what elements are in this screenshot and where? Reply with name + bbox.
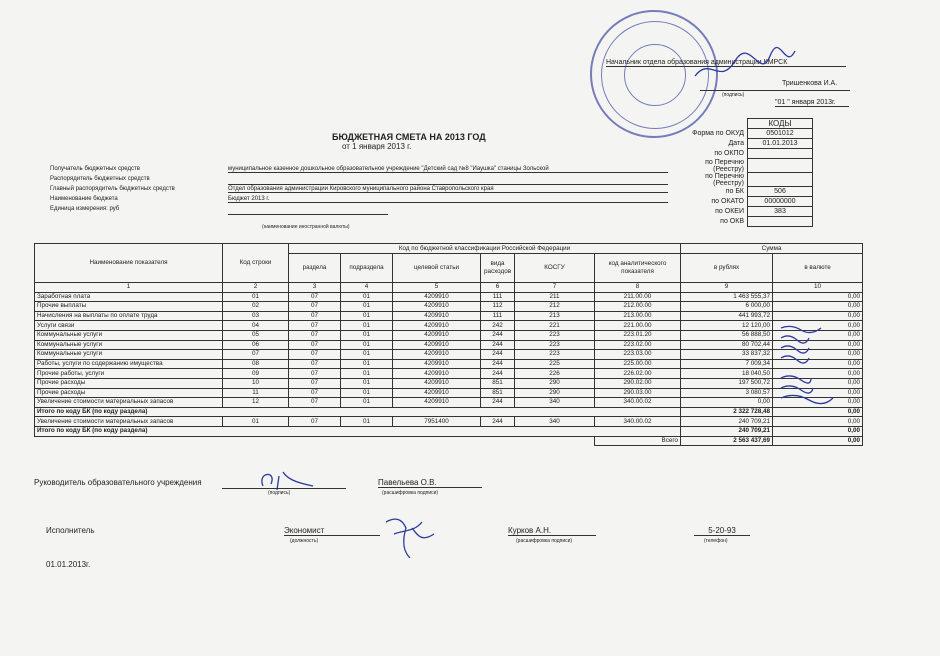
cell: 0,00 (773, 369, 863, 379)
cell: 01 (341, 388, 393, 398)
currency-line (228, 214, 388, 215)
codes-label: по Перечню (Реестру) (705, 172, 744, 187)
subtotal-row (35, 426, 863, 436)
cell: 225 (515, 359, 595, 369)
cell: 111 (481, 311, 515, 321)
currency-caption: (наименование иностранной валюты) (262, 224, 350, 230)
subtotal-cur: 0,00 (773, 426, 863, 436)
cell: 05 (223, 330, 289, 340)
cell: 223.02.00 (595, 340, 681, 350)
cell: 07 (289, 359, 341, 369)
cell: 11 (223, 388, 289, 398)
head-label: Руководитель образовательного учреждения (34, 478, 202, 487)
cell: 340 (515, 398, 595, 408)
handwritten-notes (775, 322, 845, 412)
col-header-group: Код по бюджетной классификации Российской Федерации (289, 244, 681, 254)
table-row (35, 311, 863, 321)
cell: 340 (515, 417, 595, 427)
cell: 33 837,32 (681, 350, 773, 360)
cell: 290.02.00 (595, 378, 681, 388)
cell: 4209910 (393, 321, 481, 331)
cell: 07 (289, 340, 341, 350)
cell: 80 702,44 (681, 340, 773, 350)
total-label: Всего (595, 436, 681, 446)
codes-label: по ОКАТО (711, 198, 744, 205)
exec-label: Исполнитель (46, 526, 95, 535)
cell: 0,00 (773, 350, 863, 360)
approval-signature (690, 46, 800, 96)
cell: 0,00 (773, 311, 863, 321)
cell: 56 888,50 (681, 330, 773, 340)
cell: 10 (223, 378, 289, 388)
table-row (35, 302, 863, 312)
approval-position: Начальник отдела образования администрации КМРСК (606, 59, 846, 67)
col-header-name: Наименование показателя (35, 244, 223, 283)
cell: 07 (289, 369, 341, 379)
cell: 4209910 (393, 388, 481, 398)
page-title: БЮДЖЕТНАЯ СМЕТА НА 2013 ГОД (332, 132, 486, 142)
cell: 07 (223, 350, 289, 360)
cell: 4209910 (393, 292, 481, 302)
cell: 244 (481, 350, 515, 360)
cell: 0,00 (681, 398, 773, 408)
codes-label: по ОКВ (720, 218, 744, 225)
head-name: Павельева О.В. (378, 478, 482, 488)
name-caption: (расшифровка подписи) (516, 538, 573, 544)
approval-date: "01 " января 2013г. (775, 99, 849, 107)
head-sign-caption: (подпись) (268, 490, 291, 496)
cell: 212.00.00 (595, 302, 681, 312)
codes-label: Форма по ОКУД (692, 130, 744, 137)
cell: 4209910 (393, 302, 481, 312)
table-row (35, 321, 863, 331)
cell: Начисления на выплаты по оплате труда (35, 311, 223, 321)
cell: 01 (341, 417, 393, 427)
cell: 223 (515, 350, 595, 360)
codes-value (748, 149, 813, 159)
cell: 4209910 (393, 378, 481, 388)
col-header-kosgu: КОСГУ (515, 254, 595, 283)
col-header-subsection: подраздела (341, 254, 393, 283)
codes-label: по Перечню (Реестру) (705, 158, 744, 173)
codes-value (748, 173, 813, 187)
cell: Прочие работы, услуги (35, 369, 223, 379)
cell: 01 (223, 417, 289, 427)
col-num: 8 (595, 283, 681, 293)
cell: 112 (481, 302, 515, 312)
info-value: Бюджет 2013 г. (228, 196, 668, 203)
col-header-analytic: код аналитического показателя (595, 254, 681, 283)
cell: 07 (289, 417, 341, 427)
cell: 226 (515, 369, 595, 379)
pos-caption: (должность) (290, 538, 319, 544)
subtotal-rub: 2 322 728,48 (681, 407, 773, 417)
info-label: Главный распорядитель бюджетных средств (50, 186, 175, 192)
exec-phone: 5-20-93 (694, 526, 750, 536)
cell: 213 (515, 311, 595, 321)
cell: 4209910 (393, 340, 481, 350)
cell: 0,00 (773, 359, 863, 369)
codes-value: 00000000 (748, 197, 813, 207)
col-header-line: Код строки (223, 244, 289, 283)
cell: 223.03.00 (595, 350, 681, 360)
approval-name: Тришенкова И.А. (782, 80, 838, 87)
cell: Коммунальные услуги (35, 340, 223, 350)
cell: Коммунальные услуги (35, 330, 223, 340)
info-label: Распорядитель бюджетных средств (50, 176, 150, 182)
cell: 225.00.00 (595, 359, 681, 369)
cell: 4209910 (393, 398, 481, 408)
subtotal-label: Итого по коду БК (по коду раздела) (35, 407, 681, 417)
codes-label: по БК (725, 188, 744, 195)
col-num: 10 (773, 283, 863, 293)
col-num: 1 (35, 283, 223, 293)
cell: 4209910 (393, 311, 481, 321)
cell: 290 (515, 388, 595, 398)
info-label: Единица измерения: руб (50, 206, 120, 212)
cell: 07 (289, 378, 341, 388)
budget-table (34, 243, 863, 446)
cell: 441 993,72 (681, 311, 773, 321)
total-cur: 0,00 (773, 436, 863, 446)
cell: 0,00 (773, 398, 863, 408)
col-header-target: целевой статьи (393, 254, 481, 283)
cell: 01 (341, 398, 393, 408)
cell: 3 080,57 (681, 388, 773, 398)
cell: 221 (515, 321, 595, 331)
cell: 01 (341, 292, 393, 302)
col-num: 6 (481, 283, 515, 293)
col-num: 3 (289, 283, 341, 293)
cell: Увеличение стоимости материальных запасов (35, 398, 223, 408)
cell: 0,00 (773, 330, 863, 340)
exec-position: Экономист (284, 526, 380, 536)
col-header-type: вида расходов (481, 254, 515, 283)
cell: 244 (481, 398, 515, 408)
cell: 03 (223, 311, 289, 321)
table-row (35, 330, 863, 340)
cell: 340.00.02 (595, 398, 681, 408)
cell: 08 (223, 359, 289, 369)
table-row (35, 359, 863, 369)
cell: 244 (481, 359, 515, 369)
table-row (35, 398, 863, 408)
cell: 851 (481, 378, 515, 388)
cell: 1 463 555,37 (681, 292, 773, 302)
cell: 07 (289, 330, 341, 340)
codes-value: 506 (748, 187, 813, 197)
page-subtitle: от 1 января 2013 г. (342, 142, 412, 151)
cell: 0,00 (773, 292, 863, 302)
codes-value: 383 (748, 207, 813, 217)
cell: 0,00 (773, 378, 863, 388)
cell: 240 709,21 (681, 417, 773, 427)
cell: 213.00.00 (595, 311, 681, 321)
cell: 07 (289, 321, 341, 331)
cell: 0,00 (773, 321, 863, 331)
cell: 01 (341, 302, 393, 312)
cell: 4209910 (393, 330, 481, 340)
col-num: 5 (393, 283, 481, 293)
col-header-rub: в рублях (681, 254, 773, 283)
col-header-cur: в валюте (773, 254, 863, 283)
cell: 244 (481, 330, 515, 340)
cell: 07 (289, 292, 341, 302)
info-label: Получатель бюджетных средств (50, 166, 140, 172)
total-row (35, 436, 863, 446)
cell: 12 (223, 398, 289, 408)
cell: Коммунальные услуги (35, 350, 223, 360)
cell: 01 (341, 321, 393, 331)
col-num: 4 (341, 283, 393, 293)
cell: 01 (341, 359, 393, 369)
codes-table (683, 118, 813, 227)
cell: Прочие расходы (35, 378, 223, 388)
cell: 223.01.20 (595, 330, 681, 340)
cell: Работы, услуги по содержанию имущества (35, 359, 223, 369)
table-row (35, 388, 863, 398)
exec-name: Курков А.Н. (508, 526, 596, 536)
cell: 223 (515, 330, 595, 340)
cell: 07 (289, 350, 341, 360)
cell: 244 (481, 417, 515, 427)
cell: 07 (289, 311, 341, 321)
codes-label: по ОКПО (714, 150, 744, 157)
cell: 111 (481, 292, 515, 302)
col-num: 9 (681, 283, 773, 293)
cell: Прочие расходы (35, 388, 223, 398)
cell: 18 040,50 (681, 369, 773, 379)
cell: 02 (223, 302, 289, 312)
col-header-section: раздела (289, 254, 341, 283)
cell: 0,00 (773, 340, 863, 350)
cell: 01 (341, 311, 393, 321)
cell: 0,00 (773, 388, 863, 398)
cell: 0,00 (773, 302, 863, 312)
cell: 340.00.02 (595, 417, 681, 427)
subtotal-row (35, 407, 863, 417)
table-row (35, 292, 863, 302)
cell: 851 (481, 388, 515, 398)
cell: 221.00.00 (595, 321, 681, 331)
cell: 01 (341, 378, 393, 388)
cell: 290 (515, 378, 595, 388)
cell: 242 (481, 321, 515, 331)
cell: 07 (289, 398, 341, 408)
cell: 4209910 (393, 350, 481, 360)
cell: 4209910 (393, 369, 481, 379)
cell: 09 (223, 369, 289, 379)
info-label: Наименование бюджета (50, 196, 118, 202)
table-row (35, 340, 863, 350)
document-date: 01.01.2013г. (46, 560, 91, 569)
codes-value: 0501012 (748, 129, 813, 139)
cell: Заработная плата (35, 292, 223, 302)
cell: 0,00 (773, 417, 863, 427)
cell: Прочие выплаты (35, 302, 223, 312)
codes-value: 01.01.2013 (748, 139, 813, 149)
cell: 197 500,72 (681, 378, 773, 388)
subtotal-label: Итого по коду БК (по коду раздела) (35, 426, 681, 436)
total-rub: 2 563 437,69 (681, 436, 773, 446)
col-num: 7 (515, 283, 595, 293)
cell: 01 (341, 350, 393, 360)
col-header-sum: Сумма (681, 244, 863, 254)
cell: 01 (341, 330, 393, 340)
codes-label: по ОКЕИ (715, 208, 744, 215)
info-value (228, 176, 668, 185)
head-name-caption: (расшифровка подписи) (382, 490, 439, 496)
cell: Увеличение стоимости материальных запасов (35, 417, 223, 427)
cell: 07 (289, 388, 341, 398)
cell: 212 (515, 302, 595, 312)
cell: 4209910 (393, 359, 481, 369)
table-row (35, 350, 863, 360)
exec-signature (380, 512, 440, 558)
codes-header: КОДЫ (748, 119, 813, 129)
approval-sign-caption: (подпись) (722, 92, 745, 98)
cell: 226.02.00 (595, 369, 681, 379)
cell: 04 (223, 321, 289, 331)
codes-label: Дата (728, 140, 744, 147)
codes-value (748, 159, 813, 173)
cell: 290.03.00 (595, 388, 681, 398)
codes-value (748, 217, 813, 227)
total-spacer (35, 436, 595, 446)
cell: 06 (223, 340, 289, 350)
cell: 07 (289, 302, 341, 312)
cell: 7951400 (393, 417, 481, 427)
cell: 12 120,00 (681, 321, 773, 331)
cell: 223 (515, 340, 595, 350)
cell: 01 (223, 292, 289, 302)
cell: Услуги связи (35, 321, 223, 331)
cell: 211 (515, 292, 595, 302)
table-row (35, 417, 863, 427)
info-value: Отдел образования администрации Кировского муниципального района Ставропольского края (228, 186, 668, 193)
subtotal-rub: 240 709,21 (681, 426, 773, 436)
phone-caption: (телефон) (704, 538, 728, 544)
cell: 244 (481, 340, 515, 350)
subtotal-cur: 0,00 (773, 407, 863, 417)
cell: 01 (341, 369, 393, 379)
cell: 211.00.00 (595, 292, 681, 302)
column-numbers-row (35, 283, 863, 293)
col-num: 2 (223, 283, 289, 293)
table-row (35, 378, 863, 388)
cell: 7 009,34 (681, 359, 773, 369)
cell: 6 000,00 (681, 302, 773, 312)
table-row (35, 369, 863, 379)
cell: 244 (481, 369, 515, 379)
cell: 01 (341, 340, 393, 350)
info-value: муниципальное казенное дошкольное образовательное учреждение "Детский сад №8 "Иаушка" станицы Зольской (228, 166, 668, 173)
